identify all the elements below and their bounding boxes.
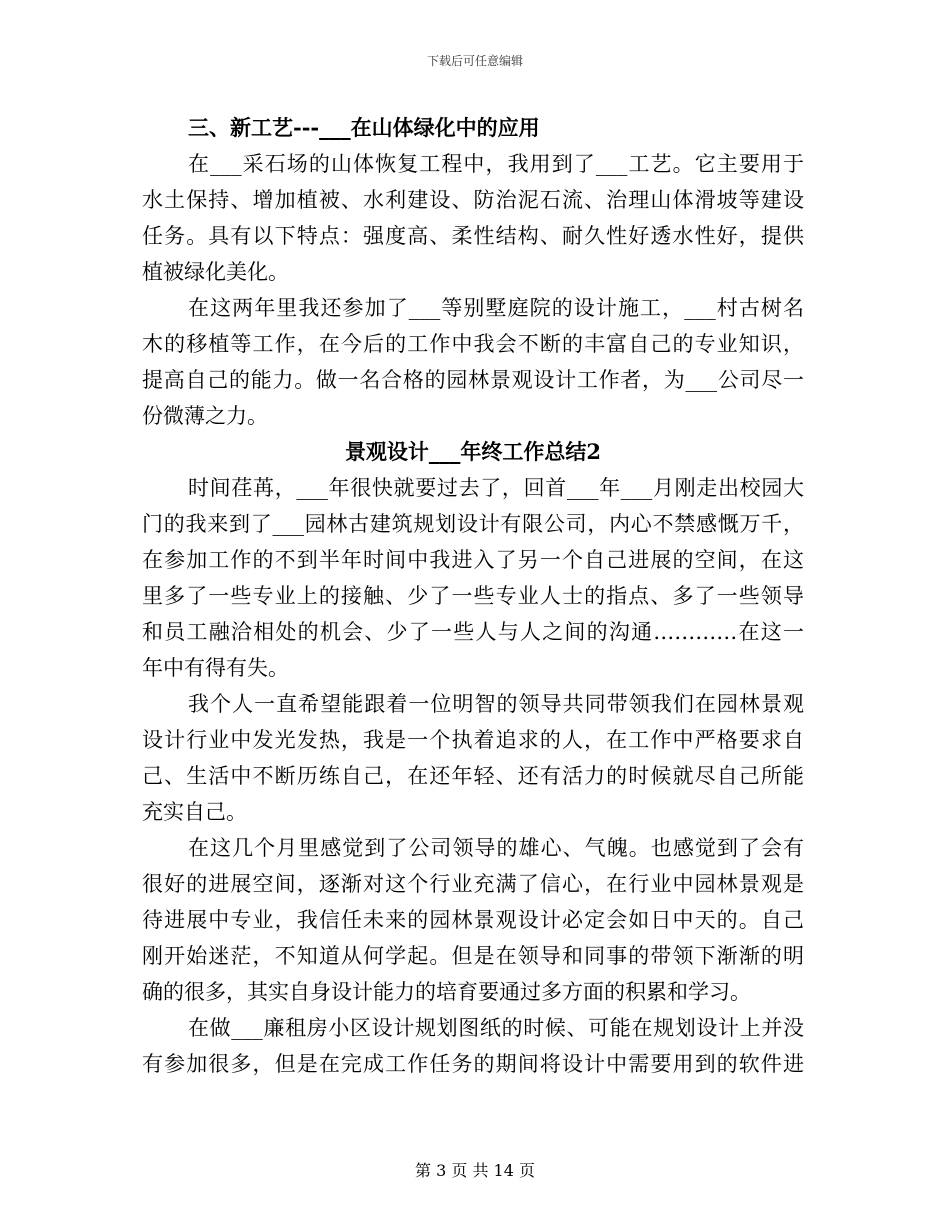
paragraph [142, 290, 804, 434]
text-line: 很好的进展空间，逐渐对这个行业充满了信心，在行业中园林景观是 [142, 872, 804, 896]
text-line: 在___采石场的山体恢复工程中，我用到了___工艺。它主要用于 [188, 152, 804, 176]
text-line: 里多了一些专业上的接触、少了一些专业人士的指点、多了一些领导 [142, 584, 804, 608]
text-line: 待进展中专业，我信任未来的园林景观设计必定会如日中天的。自己 [142, 908, 804, 932]
text-line: 刚开始迷茫，不知道从何学起。但是在领导和同事的带领下渐渐的明 [142, 944, 804, 968]
page-number: 第 3 页 共 14 页 [415, 1161, 535, 1180]
text-line: 提高自己的能力。做一名合格的园林景观设计工作者，为___公司尽一 [142, 368, 804, 392]
section-heading: 三、新工艺---___在山体绿化中的应用 [188, 115, 540, 140]
paragraph [142, 470, 804, 686]
page-header-note: 下载后可任意编辑 [426, 54, 523, 68]
paragraph [142, 1010, 804, 1082]
document-title: 景观设计___年终工作总结2 [344, 439, 602, 464]
text-line: 己、生活中不断历练自己，在还年轻、还有活力的时候就尽自己所能 [142, 764, 804, 788]
text-line: 任务。具有以下特点：强度高、柔性结构、耐久性好透水性好，提供 [142, 224, 804, 248]
text-line: 份微薄之力。 [142, 404, 268, 428]
text-line: 植被绿化美化。 [142, 260, 289, 284]
text-line: 充实自己。 [142, 800, 247, 824]
text-line: 我个人一直希望能跟着一位明智的领导共同带领我们在园林景观 [188, 692, 804, 716]
document-body [142, 110, 804, 1082]
text-line: 年中有得有失。 [142, 656, 289, 680]
paragraph [142, 146, 804, 290]
text-line: 在这几个月里感觉到了公司领导的雄心、气魄。也感觉到了会有 [188, 836, 804, 860]
text-line: 和员工融洽相处的机会、少了一些人与人之间的沟通…………在这一 [142, 620, 804, 644]
text-line: 木的移植等工作，在今后的工作中我会不断的丰富自己的专业知识， [142, 332, 804, 356]
text-line: 确的很多，其实自身设计能力的培育要通过多方面的积累和学习。 [142, 980, 751, 1004]
text-line: 时间荏苒，___年很快就要过去了，回首___年___月刚走出校园大 [188, 476, 804, 500]
text-line: 门的我来到了___园林古建筑规划设计有限公司，内心不禁感慨万千， [142, 512, 804, 536]
text-line: 在做___廉租房小区设计规划图纸的时候、可能在规划设计上并没 [188, 1016, 804, 1040]
paragraph [142, 686, 804, 830]
text-line: 设计行业中发光发热，我是一个执着追求的人，在工作中严格要求自 [142, 728, 804, 752]
text-line: 水土保持、增加植被、水利建设、防治泥石流、治理山体滑坡等建设 [142, 188, 804, 212]
text-line: 有参加很多，但是在完成工作任务的期间将设计中需要用到的软件进 [142, 1052, 804, 1076]
paragraph [142, 830, 804, 1010]
text-line: 在参加工作的不到半年时间中我进入了另一个自己进展的空间，在这 [142, 548, 804, 572]
text-line: 在这两年里我还参加了___等别墅庭院的设计施工，___村古树名 [188, 296, 804, 320]
